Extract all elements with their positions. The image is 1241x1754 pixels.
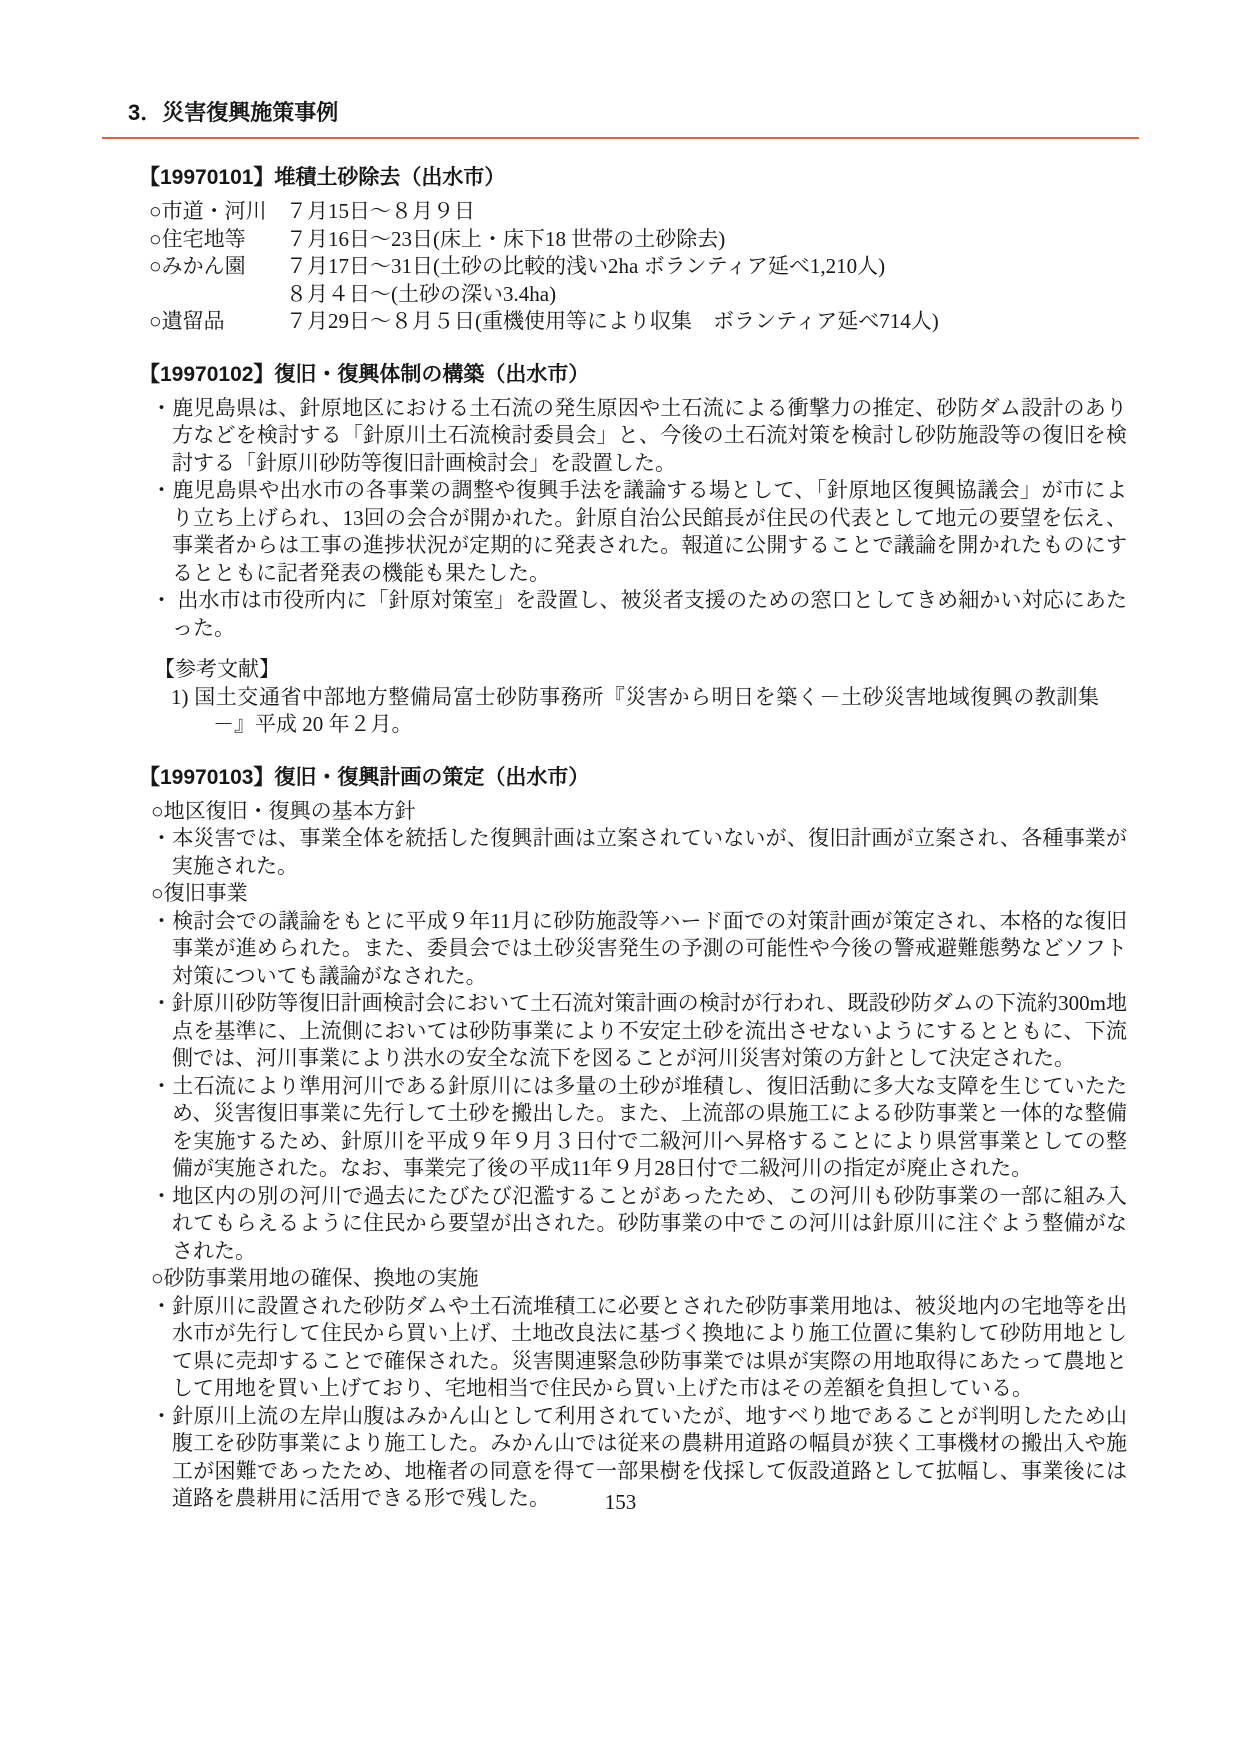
- schedule-line: ７月29日～８月５日(重機使用等により収集 ボランティア延べ714人): [286, 309, 939, 333]
- page-number: 153: [604, 1490, 637, 1514]
- subheading: ○地区復旧・復興の基本方針: [151, 798, 416, 823]
- schedule-row: [149, 308, 1139, 336]
- bullet-paragraph: ・ 出水市は市役所内に「針原対策室」を設置し、被災者支援のための窓口としてきめ細かい対応にあたった。: [151, 588, 1127, 640]
- reference-item: 1) 国土交通省中部地方整備局富士砂防事務所『災害から明日を築く－土砂災害地域復興の教訓集－』平成 20 年２月。: [171, 684, 1099, 736]
- bullet-paragraph: ・本災害では、事業全体を統括した復興計画は立案されていないが、復旧計画が立案され、各種事業が実施された。: [151, 826, 1127, 878]
- document-header: [102, 100, 1139, 139]
- bullet-paragraph: ・針原川に設置された砂防ダムや土石流堆積工に必要とされた砂防事業用地は、被災地内の宅地等を出水市が先行して住民から買い上げ、土地改良法に基づく換地により施工位置に集約して砂防用地として県に売却することで確保された。災害関連緊急砂防事業では県が実際の用地取得にあたって農地として用地を買い上げており、宅地相当で住民から買い上げた市はその差額を負担している。: [151, 1293, 1127, 1400]
- schedule-lines: [286, 226, 725, 254]
- schedule-line: ８月４日～(土砂の深い3.4ha): [286, 281, 557, 306]
- section-1: [102, 360, 1139, 739]
- sections-container: [102, 163, 1139, 1513]
- bullet-paragraph: ・検討会での議論をもとに平成９年11月に砂防施設等ハード面での対策計画が策定され、本格的な復旧事業が進められた。また、委員会では土砂災害発生の予測の可能性や今後の警戒避難態勢などソフト対策についても議論がなされた。: [151, 908, 1127, 988]
- references-block: [102, 656, 1139, 739]
- schedule-label: ○市道・河川: [149, 199, 267, 223]
- bullet-paragraph: ・土石流により準用河川である針原川には多量の土砂が堆積し、復旧活動に多大な支障を生じていたため、災害復旧事業に先行して土砂を搬出した。また、上流部の県施工による砂防事業と一体的な整備を実施するため、針原川を平成９年９月３日付で二級河川へ昇格することにより県営事業としての整備が実施された。なお、事業完了後の平成11年９月28日付で二級河川の指定が廃止された。: [151, 1073, 1127, 1180]
- section-0: [102, 163, 1139, 336]
- schedule-label: ○遺留品: [149, 309, 225, 333]
- section-title: 【19970103】復旧・復興計画の策定（出水市）: [139, 765, 590, 789]
- header-rule: [102, 137, 1139, 139]
- bullet-paragraph: ・針原川上流の左岸山腹はみかん山として利用されていたが、地すべり地であることが判明したため山腹工を砂防事業により施工した。みかん山では従来の農耕用道路の幅員が狭く工事機材の搬出入や施工が困難であったため、地権者の同意を得て一部果樹を伐採して仮設道路として拡幅し、事業後には道路を農耕用に活用できる形で残した。: [151, 1403, 1127, 1510]
- references-title: 【参考文献】: [154, 657, 280, 681]
- bullet-paragraph: ・鹿児島県や出水市の各事業の調整や復興手法を議論する場として、「針原地区復興協議会」が市により立ち上げられ、13回の会合が開かれた。針原自治公民館長が住民の代表として地元の要望を伝え、事業者からは工事の進捗状況が定期的に発表された。報道に公開することで議論を開かれたものにするとともに記者発表の機能も果たした。: [151, 478, 1127, 585]
- subheading: ○砂防事業用地の確保、換地の実施: [151, 1266, 479, 1290]
- schedule-label: ○みかん園: [149, 254, 246, 278]
- schedule-row: [149, 253, 1139, 308]
- schedule-line: ７月17日～31日(土砂の比較的浅い2ha ボランティア延べ1,210人): [286, 254, 886, 278]
- bullet-paragraph: ・鹿児島県は、針原地区における土石流の発生原因や土石流による衝撃力の推定、砂防ダム設計のあり方などを検討する「針原川土石流検討委員会」と、今後の土石流対策を検討し砂防施設等の復旧を検討する「針原川砂防等復旧計画検討会」を設置した。: [151, 395, 1127, 475]
- bullet-paragraph: ・地区内の別の河川で過去にたびたび氾濫することがあったため、この河川も砂防事業の一部に組み入れてもらえるように住民から要望が出された。砂防事業の中でこの河川は針原川に注ぐよう整備がなされた。: [151, 1183, 1127, 1263]
- schedule-row: [149, 198, 1139, 226]
- subheading: ○復旧事業: [151, 881, 248, 905]
- schedule-line: ７月15日～８月９日: [286, 199, 475, 223]
- schedule-list: [149, 198, 1139, 336]
- schedule-line: ７月16日～23日(床上・床下18 世帯の土砂除去): [286, 226, 726, 251]
- section-title: 【19970101】堆積土砂除去（出水市）: [139, 166, 506, 189]
- section-2: [102, 763, 1139, 1513]
- schedule-lines: [286, 198, 475, 226]
- schedule-label: ○住宅地等: [149, 226, 246, 251]
- page-title: 3．災害復興施策事例: [128, 100, 339, 125]
- section-title: 【19970102】復旧・復興体制の構築（出水市）: [139, 362, 590, 386]
- schedule-lines: [286, 308, 939, 336]
- schedule-row: [149, 226, 1139, 254]
- schedule-lines: [286, 253, 885, 308]
- bullet-paragraph: ・針原川砂防等復旧計画検討会において土石流対策計画の検討が行われ、既設砂防ダムの下流約300m地点を基準に、上流側においては砂防事業により不安定土砂を流出させないようにするとともに、下流側では、河川事業により洪水の安全な流下を図ることが河川災害対策の方針として決定された。: [151, 991, 1127, 1070]
